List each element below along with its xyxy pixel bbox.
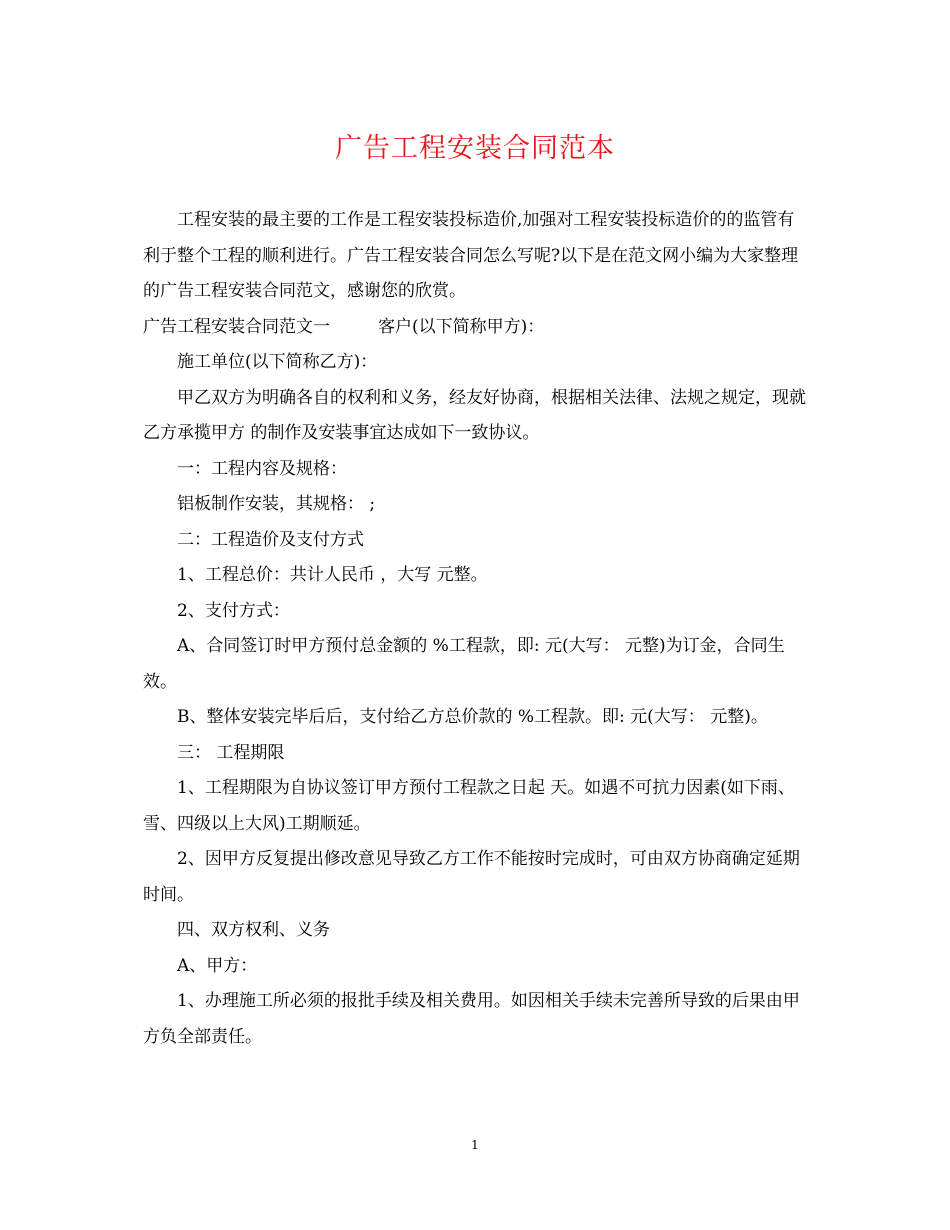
section-heading-3: 三： 工程期限 [177, 742, 285, 763]
paragraph-sample-heading [143, 310, 809, 346]
section-heading-2: 二：工程造价及支付方式 [177, 529, 364, 550]
paragraph-period-2: 2、因甲方反复提出修改意见导致乙方工作不能按时完成时，可由双方协商确定延期时间。 [143, 849, 800, 905]
paragraph-party-a-1: 1、办理施工所必须的报批手续及相关费用。如因相关手续未完善所导致的后果由甲方负全部责任。 [143, 991, 800, 1047]
client-party-line: 客户(以下简称甲方)： [378, 316, 545, 337]
paragraph-intro: 工程安装的最主要的工作是工程安装投标造价,加强对工程安装投标造价的的监管有利于整个工程的顺利进行。广告工程安装合同怎么写呢?以下是在范文网小编为大家整理的广告工程安装合同范文，感谢您的欣赏。 [143, 210, 799, 301]
document-title: 广告工程安装合同范本 [335, 133, 615, 164]
paragraph-total-price: 1、工程总价：共计人民币 ，大写 元整。 [177, 565, 488, 585]
page-number: 1 [471, 1138, 479, 1152]
paragraph-contractor: 施工单位(以下简称乙方)： [177, 352, 378, 372]
paragraph-spec: 铝板制作安装，其规格： ; [177, 494, 376, 514]
paragraph-period-1: 1、工程期限为自协议签订甲方预付工程款之日起 天。如遇不可抗力因素(如下雨、雪、四级以上大风)工期顺延。 [143, 778, 795, 834]
section-heading-1: 一：工程内容及规格： [177, 458, 347, 479]
sample-title: 广告工程安装合同范文一 [143, 316, 330, 337]
paragraph-payment-a: A、合同签订时甲方预付总金额的 %工程款，即: 元(大写： 元整)为订金，合同生效。 [143, 636, 785, 692]
party-a-heading: A、甲方： [177, 955, 258, 976]
section-heading-4: 四、双方权利、义务 [177, 920, 330, 940]
paragraph-payment-b: B、整体安装完毕后后，支付给乙方总价款的 %工程款。即: 元(大写： 元整)。 [177, 707, 768, 727]
paragraph-payment-method: 2、支付方式： [177, 600, 290, 621]
paragraph-agreement: 甲乙双方为明确各自的权利和义务，经友好协商，根据相关法律、法规之规定，现就乙方承揽甲方 的制作及安装事宜达成如下一致协议。 [143, 387, 806, 443]
document-body [143, 203, 809, 1055]
